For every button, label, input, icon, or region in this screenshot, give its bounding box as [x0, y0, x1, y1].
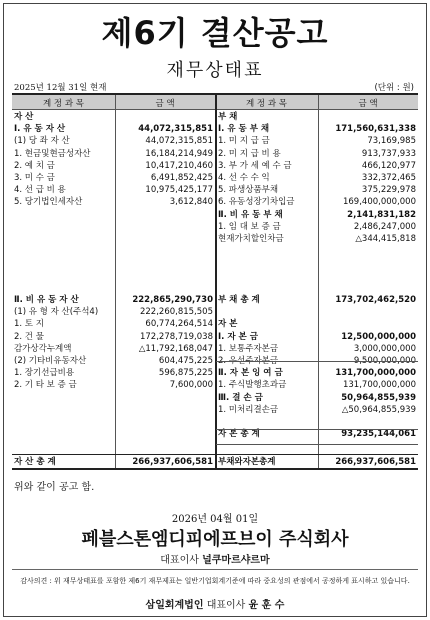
ceo-title: 대표이사: [160, 555, 199, 566]
account-label: 자 본: [218, 319, 238, 330]
account-amount: 131,700,000,000: [342, 380, 416, 391]
account-amount: [115, 270, 215, 282]
account-amount: 596,875,225: [158, 368, 213, 379]
divider: [216, 429, 418, 430]
account-label: Ⅱ. 비 유 동 부 채: [218, 209, 283, 220]
company-name: 페블스톤엠디피에프브이 주식회사: [81, 529, 349, 550]
total-assets-amount: 266,937,606,581: [132, 457, 213, 467]
account-label: 1. 보통주자본금: [218, 343, 279, 354]
account-label: 2. 미 지 급 비 용: [218, 148, 281, 159]
divider: [216, 361, 418, 362]
account-label: 2. 예 치 금: [14, 160, 55, 171]
account-label: [12, 270, 115, 282]
account-label: Ⅱ. 자 본 잉 여 금: [218, 368, 283, 379]
account-label: [216, 440, 318, 452]
account-label: 4. 선 수 수 익: [218, 173, 270, 183]
auditor-line: [0, 596, 430, 611]
ceo-line: [0, 551, 430, 566]
account-amount: 2,141,831,182: [347, 209, 416, 220]
account-amount: [318, 318, 418, 330]
header-left-amount: 금 액: [155, 99, 175, 109]
account-label: [12, 221, 115, 233]
account-label: 1. 미처리결손금: [218, 404, 279, 415]
account-amount: 6,491,852,425: [150, 173, 213, 183]
account-label: Ⅰ. 자 본 금: [218, 331, 258, 342]
account-label: [216, 245, 318, 257]
account-amount: 222,865,290,730: [132, 295, 213, 305]
auditor-title: 대표이사: [206, 600, 246, 611]
account-label: [12, 404, 115, 416]
account-amount: 169,400,000,000: [342, 197, 416, 208]
account-amount: [115, 416, 215, 428]
ceo-name: 널쿠마르샤르마: [202, 555, 270, 566]
account-amount: [115, 282, 215, 294]
account-amount: △344,415,818: [355, 234, 416, 244]
account-label: 부 채: [218, 112, 238, 122]
account-label: 1. 장기선급비용: [14, 368, 75, 379]
divider: [12, 569, 418, 570]
account-label: Ⅲ. 결 손 금: [218, 392, 263, 403]
account-label: [12, 416, 115, 428]
auditor-name: 윤 훈 수: [248, 600, 285, 611]
account-amount: [318, 282, 418, 294]
account-label: 3. 미 수 금: [14, 173, 55, 183]
account-label: Ⅱ. 비 유 동 자 산: [14, 295, 79, 305]
account-label: [216, 270, 318, 282]
account-label: 5. 파생상품부채: [218, 185, 279, 196]
account-amount: 60,774,264,514: [145, 319, 213, 330]
account-amount: 604,475,225: [158, 356, 213, 366]
account-label: 1. 미 지 급 금: [218, 136, 270, 147]
account-label: [12, 392, 115, 404]
account-amount: [115, 209, 215, 221]
total-assets-label: 자 산 총 계: [14, 457, 56, 467]
account-label: 감가상각누계액: [14, 343, 72, 354]
account-label: [12, 282, 115, 294]
account-label: (1) 유 형 자 산(주석4): [14, 307, 99, 318]
account-label: 2. 우선주자본금: [218, 356, 279, 366]
total-liab-equity-amount: 266,937,606,581: [335, 457, 416, 467]
account-label: (1) 당 좌 자 산: [14, 136, 70, 147]
account-amount: [115, 111, 215, 123]
account-amount: [318, 111, 418, 123]
account-label: [216, 257, 318, 269]
account-label: [216, 306, 318, 318]
header-left-item: 계 정 과 목: [43, 99, 84, 109]
account-amount: 10,417,210,460: [145, 160, 213, 171]
account-label: [12, 209, 115, 221]
header-right-item: 계 정 과 목: [246, 99, 287, 109]
account-amount: [115, 404, 215, 416]
account-label: [12, 440, 115, 452]
total-liab-equity-label: 부채와자본총계: [218, 457, 276, 467]
account-amount: 73,169,985: [367, 136, 416, 147]
account-label: 자 산: [14, 112, 34, 122]
account-amount: 171,560,631,338: [335, 124, 416, 135]
account-label: [12, 233, 115, 245]
account-label: 4. 선 급 비 용: [14, 185, 66, 196]
account-amount: [115, 245, 215, 257]
statement-title: 재무상태표: [166, 60, 264, 81]
account-label: [216, 416, 318, 428]
account-amount: 466,120,977: [361, 160, 416, 171]
account-amount: 3,612,840: [169, 197, 213, 208]
auditor-firm: 삼일회계법인: [145, 600, 204, 611]
unit-label: (단위 : 원): [374, 83, 414, 93]
account-amount: [115, 428, 215, 440]
account-label: 1. 현금및현금성자산: [14, 148, 91, 159]
account-label: 1. 임 대 보 증 금: [218, 221, 281, 232]
page-title: 제6기 결산공고: [101, 14, 329, 52]
account-label: [216, 282, 318, 294]
account-amount: 2,486,247,000: [353, 221, 416, 232]
account-label: 2. 기 타 보 증 금: [14, 380, 77, 391]
account-label: (2) 기타비유동자산: [14, 356, 87, 366]
account-amount: △50,964,855,939: [341, 404, 416, 415]
account-label: 1. 토 지: [14, 319, 44, 330]
header-right-amount: 금 액: [358, 99, 378, 109]
account-amount: [318, 257, 418, 269]
account-label: 5. 당기법인세자산: [14, 197, 83, 208]
account-label: [12, 257, 115, 269]
account-label: 3. 부 가 세 예 수 금: [218, 160, 292, 171]
divider: [216, 444, 418, 445]
account-label: 6. 유동성장기차입금: [218, 197, 295, 208]
account-amount: [115, 233, 215, 245]
balance-sheet-table: [12, 93, 418, 470]
account-label: Ⅰ. 유 동 부 채: [218, 124, 270, 135]
account-label: 1. 주식발행초과금: [218, 380, 287, 391]
account-label: Ⅰ. 유 동 자 산: [14, 124, 66, 135]
notice-text: 위와 같이 공고 함.: [14, 482, 95, 493]
account-amount: 9,500,000,000: [353, 356, 416, 366]
account-amount: 172,278,719,038: [139, 331, 213, 342]
account-amount: [318, 440, 418, 452]
account-amount: 173,702,462,520: [335, 295, 416, 305]
account-amount: △11,792,168,047: [138, 343, 213, 354]
account-amount: [115, 221, 215, 233]
account-amount: [318, 270, 418, 282]
account-label: 2. 건 물: [14, 331, 44, 342]
account-amount: 10,975,425,177: [145, 185, 213, 196]
account-amount: [318, 306, 418, 318]
account-amount: [115, 392, 215, 404]
account-amount: [115, 257, 215, 269]
account-amount: 131,700,000,000: [335, 368, 416, 379]
account-amount: 12,500,000,000: [341, 331, 416, 342]
account-amount: 375,229,978: [361, 185, 416, 196]
publication-date: 2026년 04월 01일: [171, 514, 259, 525]
account-amount: 93,235,144,061: [341, 429, 416, 440]
account-label: [12, 428, 115, 440]
account-amount: 50,964,855,939: [341, 392, 416, 403]
account-amount: 44,072,315,851: [138, 124, 213, 135]
account-label: 부 채 총 계: [218, 295, 260, 305]
account-amount: 44,072,315,851: [145, 136, 213, 147]
account-amount: 16,184,214,949: [145, 148, 213, 159]
account-label: [12, 245, 115, 257]
account-amount: [115, 440, 215, 452]
account-amount: 222,260,815,505: [139, 307, 213, 318]
account-amount: [318, 416, 418, 428]
account-amount: [318, 245, 418, 257]
account-label: 자 본 총 계: [218, 429, 260, 440]
account-label: 현재가치할인차금: [218, 234, 284, 244]
account-amount: 7,600,000: [169, 380, 213, 391]
as-of-date: 2025년 12월 31일 현재: [14, 83, 107, 93]
divider: [12, 454, 418, 455]
account-amount: 913,737,933: [361, 148, 416, 159]
account-amount: 332,372,465: [361, 173, 416, 183]
account-amount: 3,000,000,000: [353, 343, 416, 354]
audit-opinion: 감사의견 : 위 재무상태표를 포함한 제6기 재무제표는 일반기업회계기준에 따라 중요성의 관점에서 공정하게 표시하고 있습니다.: [20, 577, 410, 585]
